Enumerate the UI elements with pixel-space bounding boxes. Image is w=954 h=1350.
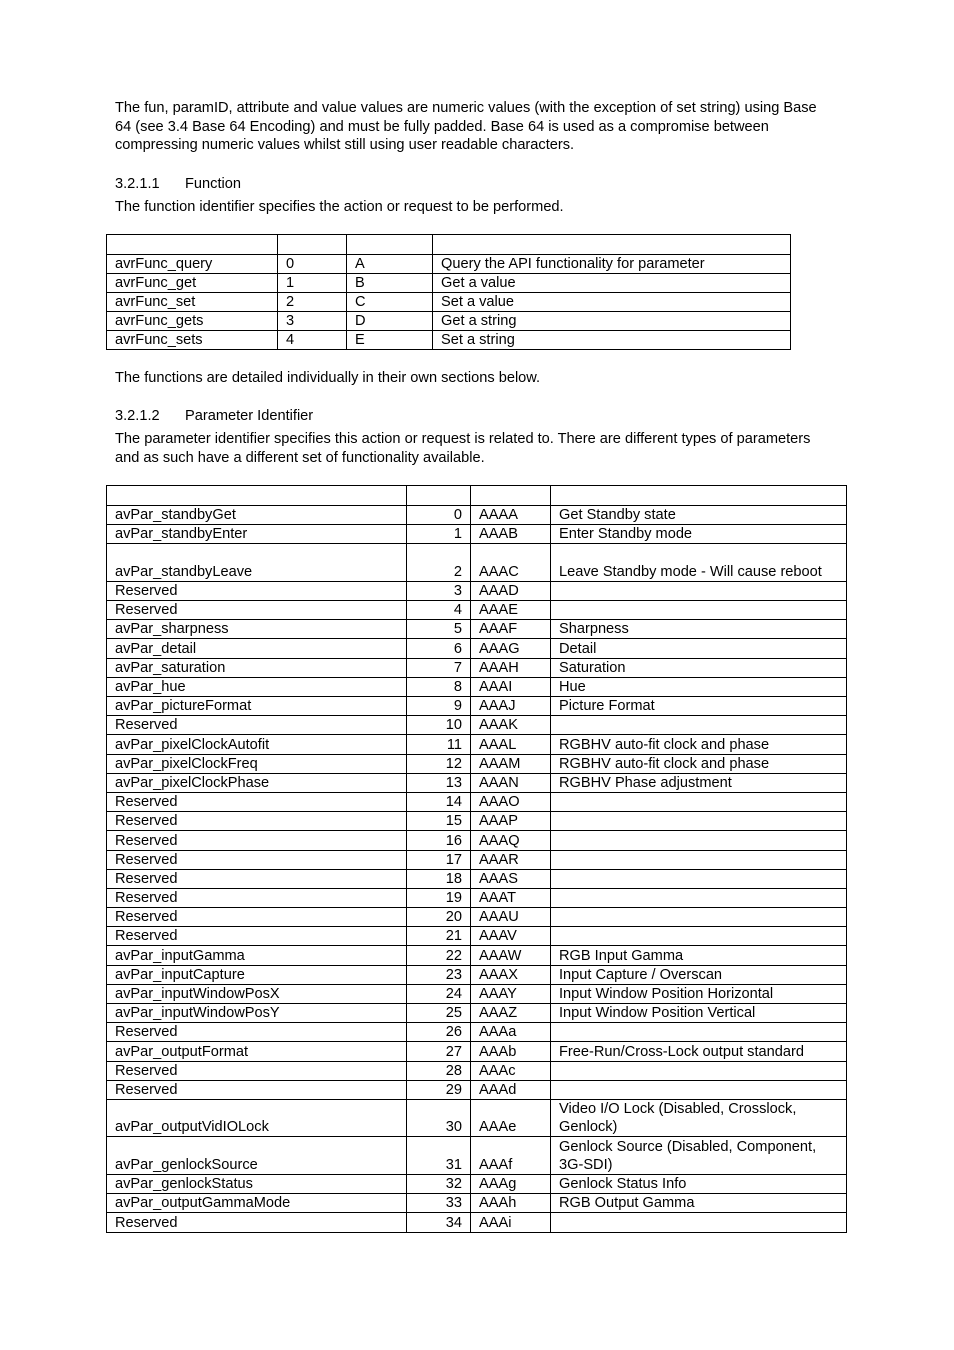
table-cell: Reserved — [107, 869, 407, 888]
function-header-cell — [347, 235, 433, 255]
table-row — [107, 525, 847, 544]
table-row — [107, 544, 847, 582]
table-cell: AAAI — [471, 677, 551, 696]
table-cell: AAAK — [471, 716, 551, 735]
table-cell: AAAh — [471, 1194, 551, 1213]
parameter-heading-number: 3.2.1.2 — [115, 408, 160, 424]
table-cell: Reserved — [107, 1080, 407, 1099]
table-cell: 1 — [278, 274, 347, 293]
table-cell: Get Standby state — [551, 506, 847, 525]
table-cell: 30 — [407, 1099, 471, 1137]
table-cell: C — [347, 293, 433, 312]
table-cell — [551, 831, 847, 850]
table-cell: AAAG — [471, 639, 551, 658]
table-cell: Input Window Position Vertical — [551, 1004, 847, 1023]
table-cell: AAAO — [471, 792, 551, 811]
table-cell: AAAD — [471, 581, 551, 600]
table-cell: Reserved — [107, 1023, 407, 1042]
table-cell: 12 — [407, 754, 471, 773]
table-cell — [551, 850, 847, 869]
table-row — [107, 293, 791, 312]
table-cell: avPar_sharpness — [107, 620, 407, 639]
table-cell: AAAP — [471, 812, 551, 831]
function-table — [106, 234, 791, 350]
table-cell: avrFunc_set — [107, 293, 278, 312]
table-cell: AAAL — [471, 735, 551, 754]
table-cell: 17 — [407, 850, 471, 869]
table-row — [107, 581, 847, 600]
table-row — [107, 601, 847, 620]
table-cell: Free-Run/Cross-Lock output standard — [551, 1042, 847, 1061]
table-row — [107, 888, 847, 907]
table-row — [107, 1194, 847, 1213]
table-cell: RGBHV Phase adjustment — [551, 773, 847, 792]
table-cell: Reserved — [107, 812, 407, 831]
table-row — [107, 255, 791, 274]
table-row — [107, 1042, 847, 1061]
table-cell: avPar_inputCapture — [107, 965, 407, 984]
table-row — [107, 677, 847, 696]
table-cell: AAAf — [471, 1137, 551, 1175]
parameter-table — [106, 485, 847, 1233]
table-row — [107, 506, 847, 525]
table-cell: avPar_standbyEnter — [107, 525, 407, 544]
table-row — [107, 1004, 847, 1023]
table-cell: AAAQ — [471, 831, 551, 850]
parameter-description: The parameter identifier specifies this action or request is related to. There are different types of parameters and as such have a different set of functionality available. — [115, 431, 811, 466]
table-cell: Reserved — [107, 888, 407, 907]
table-cell: Set a string — [433, 331, 791, 350]
table-cell: AAAc — [471, 1061, 551, 1080]
table-cell: 28 — [407, 1061, 471, 1080]
table-cell: 0 — [407, 506, 471, 525]
table-cell: Get a value — [433, 274, 791, 293]
table-cell: AAAX — [471, 965, 551, 984]
table-cell: AAAN — [471, 773, 551, 792]
table-cell: AAAJ — [471, 697, 551, 716]
table-cell: AAAe — [471, 1099, 551, 1137]
table-cell: 20 — [407, 908, 471, 927]
table-cell: 21 — [407, 927, 471, 946]
table-cell: Reserved — [107, 927, 407, 946]
table-cell: AAAi — [471, 1213, 551, 1232]
table-cell: 5 — [407, 620, 471, 639]
table-row — [107, 927, 847, 946]
table-row — [107, 735, 847, 754]
table-cell: avPar_standbyGet — [107, 506, 407, 525]
table-cell: 4 — [407, 601, 471, 620]
table-cell: AAAH — [471, 658, 551, 677]
table-cell: 13 — [407, 773, 471, 792]
table-cell: 23 — [407, 965, 471, 984]
table-row — [107, 850, 847, 869]
table-cell: AAAC — [471, 544, 551, 582]
table-cell: AAAU — [471, 908, 551, 927]
table-cell: Reserved — [107, 1061, 407, 1080]
table-cell: Set a value — [433, 293, 791, 312]
table-row — [107, 869, 847, 888]
parameter-heading — [115, 407, 313, 425]
table-cell: RGB Input Gamma — [551, 946, 847, 965]
parameter-heading-title: Parameter Identifier — [185, 408, 314, 424]
table-cell: 27 — [407, 1042, 471, 1061]
table-row — [107, 697, 847, 716]
parameter-header-cell — [551, 486, 847, 506]
table-cell: AAAF — [471, 620, 551, 639]
table-cell: avPar_detail — [107, 639, 407, 658]
table-cell: 19 — [407, 888, 471, 907]
table-row — [107, 716, 847, 735]
table-cell — [551, 888, 847, 907]
table-cell: avPar_genlockStatus — [107, 1174, 407, 1193]
table-cell — [551, 927, 847, 946]
table-row — [107, 812, 847, 831]
table-cell — [551, 601, 847, 620]
table-cell: 26 — [407, 1023, 471, 1042]
table-cell: RGBHV auto-fit clock and phase — [551, 754, 847, 773]
table-cell: Saturation — [551, 658, 847, 677]
table-row — [107, 946, 847, 965]
function-table-header-row — [107, 235, 791, 255]
table-row — [107, 773, 847, 792]
table-cell: 31 — [407, 1137, 471, 1175]
table-cell: E — [347, 331, 433, 350]
table-cell: 3 — [407, 581, 471, 600]
table-cell: 1 — [407, 525, 471, 544]
table-cell: Genlock Source (Disabled, Component, 3G-SDI) — [551, 1137, 847, 1175]
table-cell: AAAZ — [471, 1004, 551, 1023]
table-cell: Picture Format — [551, 697, 847, 716]
table-row — [107, 1137, 847, 1175]
table-cell — [551, 908, 847, 927]
table-cell: AAAM — [471, 754, 551, 773]
table-cell — [551, 1061, 847, 1080]
table-cell: 16 — [407, 831, 471, 850]
table-cell: 2 — [407, 544, 471, 582]
table-cell: AAAT — [471, 888, 551, 907]
parameter-table-header-row — [107, 486, 847, 506]
function-heading-title: Function — [185, 176, 241, 192]
table-cell: Query the API functionality for parameter — [433, 255, 791, 274]
table-cell: Input Capture / Overscan — [551, 965, 847, 984]
table-cell: avPar_inputGamma — [107, 946, 407, 965]
parameter-header-cell — [107, 486, 407, 506]
parameter-header-cell — [471, 486, 551, 506]
table-cell: Genlock Status Info — [551, 1174, 847, 1193]
table-cell: 24 — [407, 984, 471, 1003]
table-cell: AAAd — [471, 1080, 551, 1099]
table-cell: avPar_standbyLeave — [107, 544, 407, 582]
table-row — [107, 984, 847, 1003]
table-cell: Reserved — [107, 581, 407, 600]
table-cell: Input Window Position Horizontal — [551, 984, 847, 1003]
table-row — [107, 754, 847, 773]
table-cell: avPar_pictureFormat — [107, 697, 407, 716]
table-cell: 14 — [407, 792, 471, 811]
table-cell: AAAE — [471, 601, 551, 620]
table-cell: 18 — [407, 869, 471, 888]
function-header-cell — [107, 235, 278, 255]
function-after-text: The functions are detailed individually in their own sections below. — [115, 370, 541, 386]
table-cell: avrFunc_get — [107, 274, 278, 293]
table-cell: 7 — [407, 658, 471, 677]
table-row — [107, 1023, 847, 1042]
function-header-cell — [433, 235, 791, 255]
table-cell: 2 — [278, 293, 347, 312]
table-row — [107, 792, 847, 811]
table-cell: avPar_genlockSource — [107, 1137, 407, 1175]
table-cell: B — [347, 274, 433, 293]
table-cell — [551, 1080, 847, 1099]
table-cell: Reserved — [107, 716, 407, 735]
table-cell: 4 — [278, 331, 347, 350]
table-cell: avPar_inputWindowPosX — [107, 984, 407, 1003]
table-cell: Reserved — [107, 1213, 407, 1232]
table-cell: AAAa — [471, 1023, 551, 1042]
table-cell: AAAW — [471, 946, 551, 965]
table-cell: RGB Output Gamma — [551, 1194, 847, 1213]
table-cell: Reserved — [107, 850, 407, 869]
table-cell: Video I/O Lock (Disabled, Crosslock, Genlock) — [551, 1099, 847, 1137]
table-row — [107, 831, 847, 850]
table-cell: Enter Standby mode — [551, 525, 847, 544]
table-row — [107, 658, 847, 677]
table-cell: 34 — [407, 1213, 471, 1232]
table-cell: avPar_pixelClockFreq — [107, 754, 407, 773]
table-cell: avPar_inputWindowPosY — [107, 1004, 407, 1023]
table-cell: Reserved — [107, 601, 407, 620]
table-cell: Get a string — [433, 312, 791, 331]
function-heading — [115, 175, 241, 193]
table-row — [107, 1213, 847, 1232]
table-cell — [551, 716, 847, 735]
table-cell: 6 — [407, 639, 471, 658]
table-cell: 29 — [407, 1080, 471, 1099]
table-row — [107, 908, 847, 927]
intro-paragraph: The fun, paramID, attribute and value values are numeric values (with the exception of set string) using Base 64 (see 3.4 Base 64 Encoding) and must be fully padded. Base 64 is used as a compromise between compressing numeric values whilst still using user readable characters. — [115, 100, 817, 153]
table-cell: Reserved — [107, 831, 407, 850]
table-cell: avrFunc_sets — [107, 331, 278, 350]
table-cell: avPar_pixelClockAutofit — [107, 735, 407, 754]
table-cell: Reserved — [107, 792, 407, 811]
table-cell: Hue — [551, 677, 847, 696]
table-row — [107, 1174, 847, 1193]
table-cell: Leave Standby mode - Will cause reboot — [551, 544, 847, 582]
table-cell — [551, 581, 847, 600]
table-cell: 15 — [407, 812, 471, 831]
table-cell: A — [347, 255, 433, 274]
table-cell: avPar_outputFormat — [107, 1042, 407, 1061]
table-cell: 3 — [278, 312, 347, 331]
parameter-header-cell — [407, 486, 471, 506]
table-cell: D — [347, 312, 433, 331]
table-cell: avPar_outputGammaMode — [107, 1194, 407, 1213]
table-cell: 0 — [278, 255, 347, 274]
table-row — [107, 331, 791, 350]
table-cell: 8 — [407, 677, 471, 696]
table-cell: Sharpness — [551, 620, 847, 639]
table-cell: AAAY — [471, 984, 551, 1003]
table-cell — [551, 1023, 847, 1042]
table-cell: avPar_saturation — [107, 658, 407, 677]
table-cell: AAAV — [471, 927, 551, 946]
table-cell: avPar_outputVidIOLock — [107, 1099, 407, 1137]
table-cell: avrFunc_gets — [107, 312, 278, 331]
table-cell: AAAS — [471, 869, 551, 888]
table-cell — [551, 792, 847, 811]
table-cell: AAAB — [471, 525, 551, 544]
table-cell: avPar_pixelClockPhase — [107, 773, 407, 792]
table-cell — [551, 869, 847, 888]
table-row — [107, 965, 847, 984]
table-cell: AAAg — [471, 1174, 551, 1193]
table-cell: 22 — [407, 946, 471, 965]
table-row — [107, 639, 847, 658]
table-cell — [551, 812, 847, 831]
table-cell: 10 — [407, 716, 471, 735]
table-row — [107, 312, 791, 331]
table-cell: AAAb — [471, 1042, 551, 1061]
table-cell: Reserved — [107, 908, 407, 927]
table-cell: avrFunc_query — [107, 255, 278, 274]
table-cell: 9 — [407, 697, 471, 716]
table-cell: 11 — [407, 735, 471, 754]
function-heading-number: 3.2.1.1 — [115, 176, 160, 192]
table-row — [107, 620, 847, 639]
table-cell: Detail — [551, 639, 847, 658]
table-row — [107, 274, 791, 293]
table-cell: 33 — [407, 1194, 471, 1213]
table-cell: 25 — [407, 1004, 471, 1023]
table-row — [107, 1099, 847, 1137]
table-cell: AAAA — [471, 506, 551, 525]
table-cell: AAAR — [471, 850, 551, 869]
table-row — [107, 1061, 847, 1080]
table-cell — [551, 1213, 847, 1232]
table-row — [107, 1080, 847, 1099]
function-description: The function identifier specifies the action or request to be performed. — [115, 199, 564, 215]
table-cell: 32 — [407, 1174, 471, 1193]
function-header-cell — [278, 235, 347, 255]
table-cell: avPar_hue — [107, 677, 407, 696]
table-cell: RGBHV auto-fit clock and phase — [551, 735, 847, 754]
